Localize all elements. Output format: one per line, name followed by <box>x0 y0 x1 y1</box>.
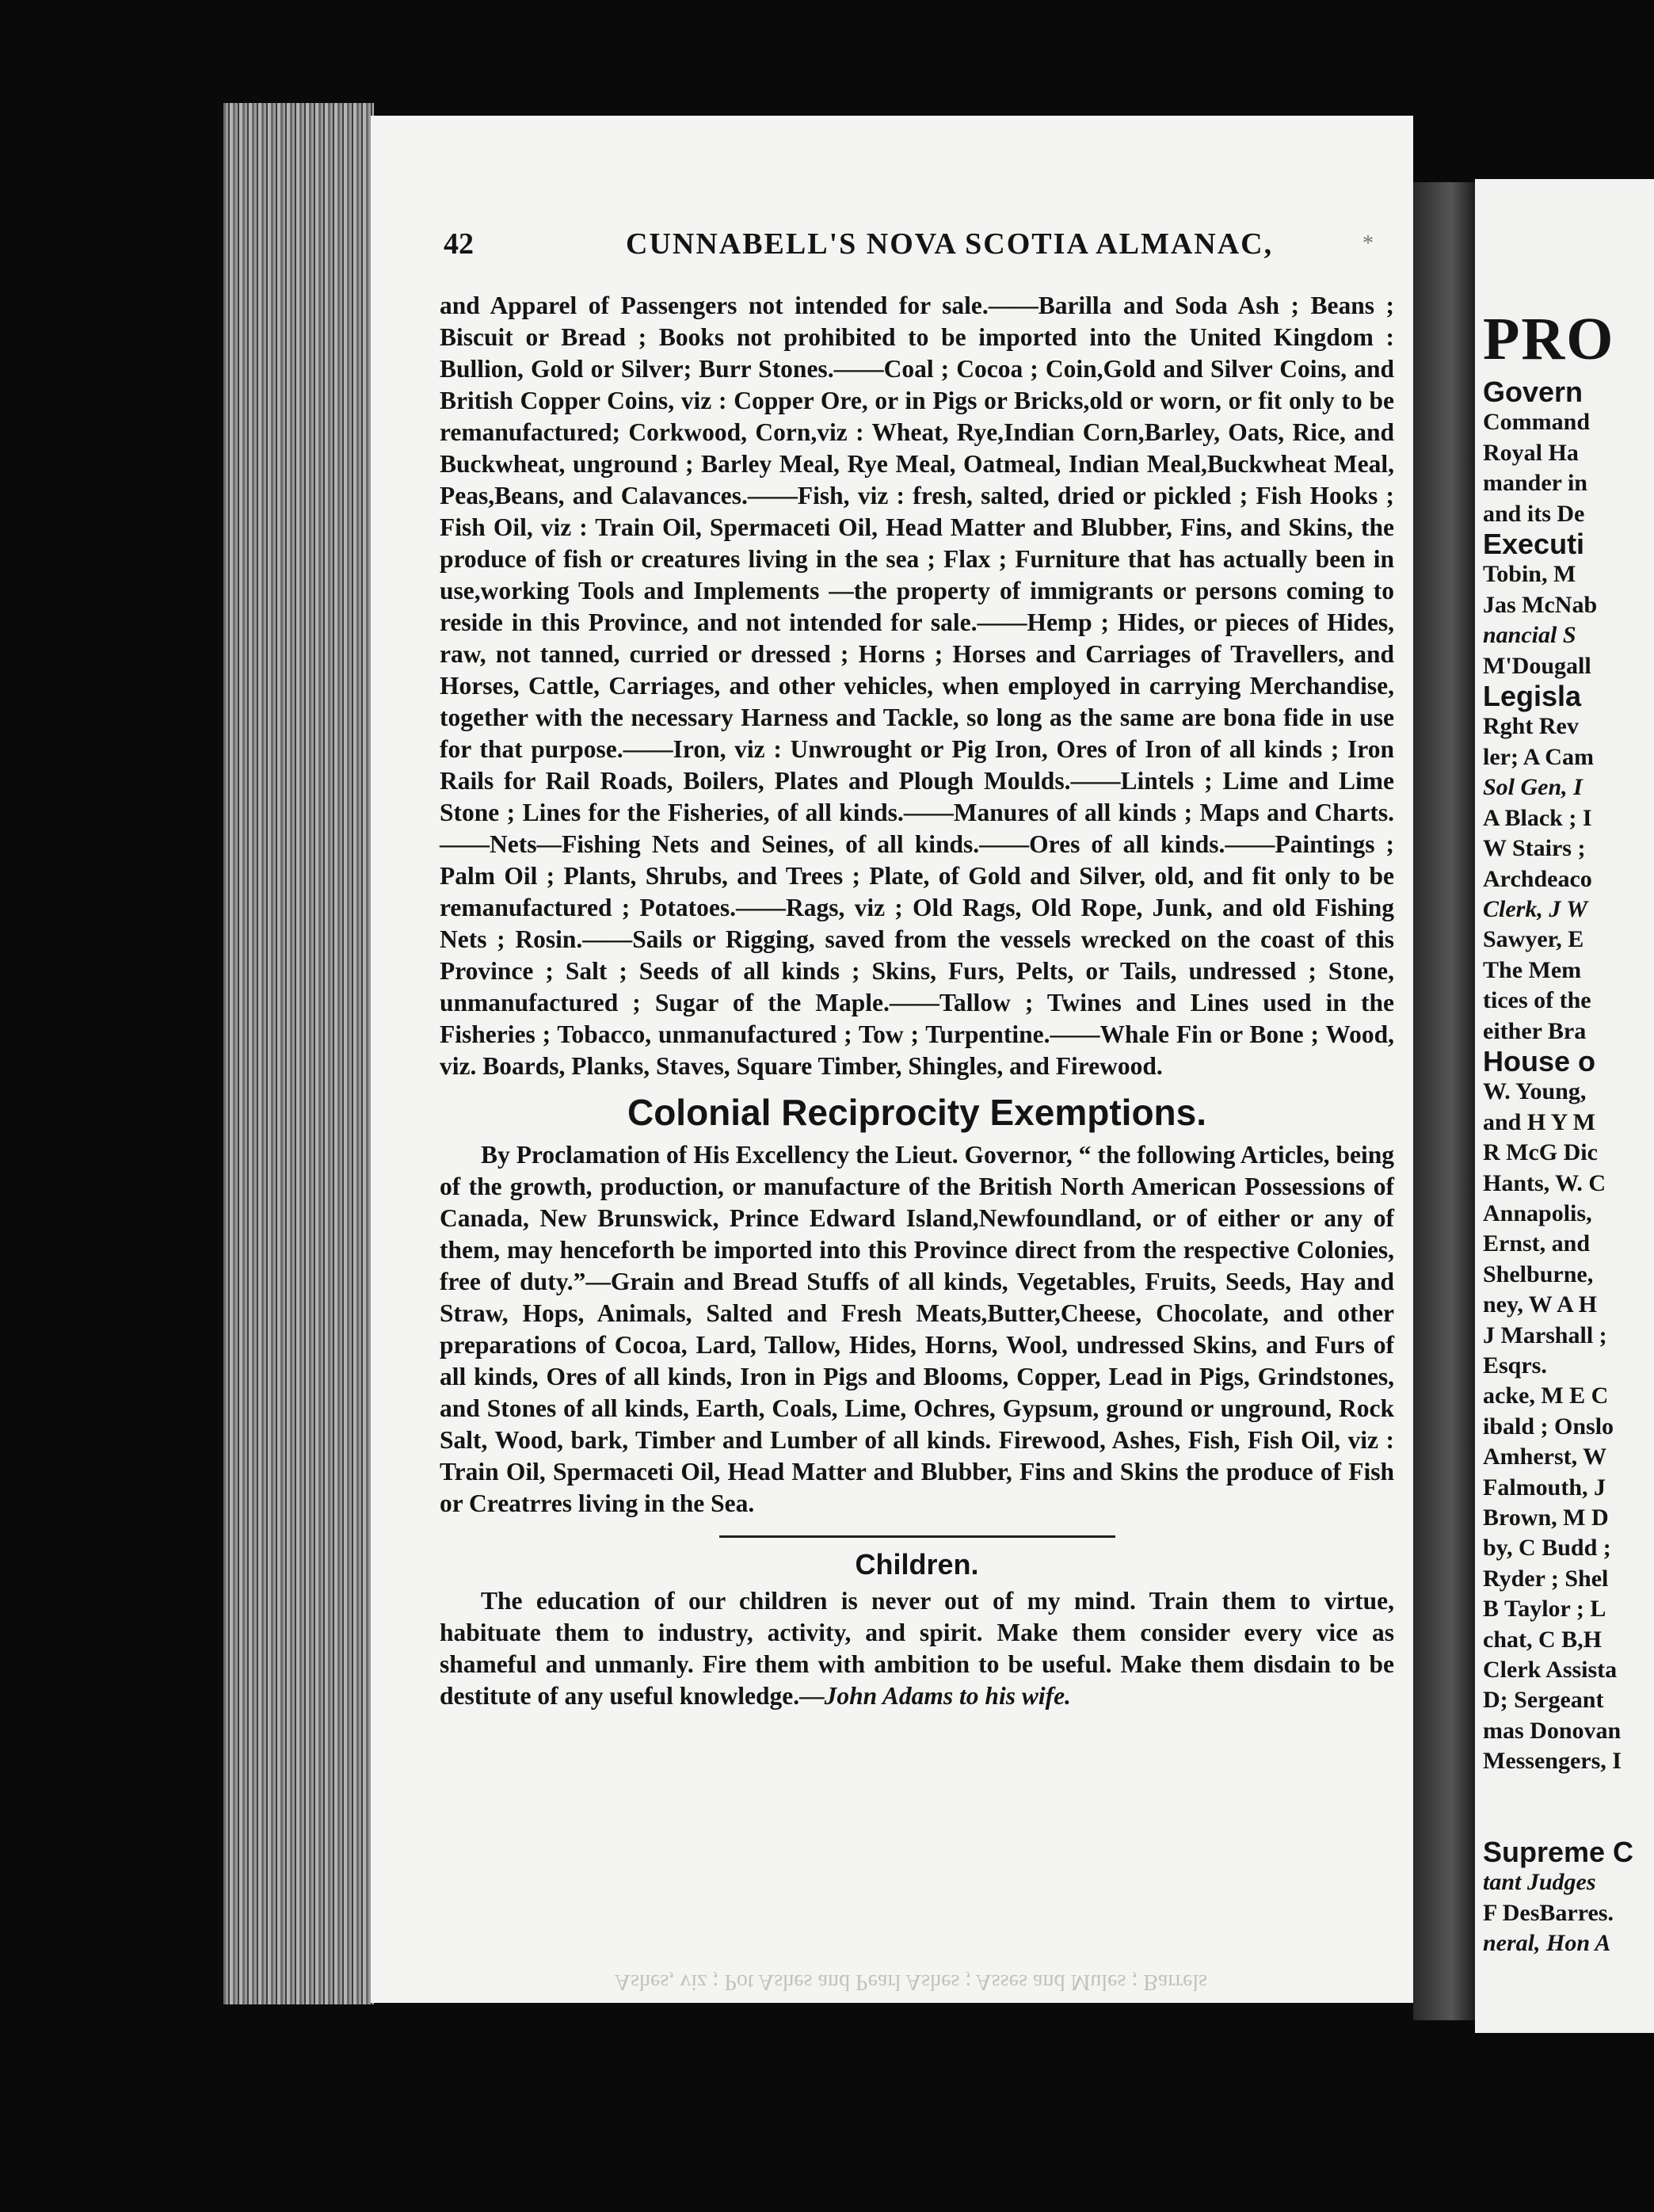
right-line: W Stairs ; <box>1483 835 1586 862</box>
right-line: Sawyer, E <box>1483 926 1584 953</box>
right-line: Tobin, M <box>1483 561 1576 588</box>
book-gutter <box>1413 182 1477 2020</box>
right-line: by, C Budd ; <box>1483 1535 1611 1562</box>
right-line: ler; A Cam <box>1483 743 1594 770</box>
right-line: Shelburne, <box>1483 1260 1594 1287</box>
right-line: D; Sergeant <box>1483 1687 1604 1714</box>
right-page-title: PRO <box>1483 306 1615 372</box>
bleed-through-text: Ashes, viz ; Pot Ashes and Pearl Ashes ; Asses and Mules ; Barrels <box>614 1970 1208 1994</box>
right-line: Ryder ; Shel <box>1483 1565 1609 1592</box>
children-quote-attribution: John Adams to his wife. <box>824 1682 1071 1710</box>
right-line: M'Dougall <box>1483 652 1591 679</box>
right-line: either Bra <box>1483 1017 1587 1044</box>
right-line: and its De <box>1483 500 1585 527</box>
right-line: House o <box>1483 1044 1596 1077</box>
page-header <box>444 227 1394 274</box>
right-line: Legisla <box>1483 680 1582 713</box>
right-line: Royal Ha <box>1483 439 1579 466</box>
right-line: tant Judges <box>1483 1869 1596 1896</box>
children-heading: Children. <box>855 1548 979 1581</box>
colonial-reciprocity-paragraph: By Proclamation of His Excellency the Lieut. Governor, “ the following Articles, being of the growth, production, or manufacture of the British North American Possessions of Canada, New Brunswick, Prince Edward Island,Newfoundland, or of either or any of them, may henceforth be imported into this Province direct from the respective Colonies, free of duty.”—Grain and Bread Stuffs of all kinds, Vegetables, Fruits, Seeds, Hay and Straw, Hops, Animals, Salted and Fresh Meats,Butter,Cheese, Chocolate, and other preparations of Cocoa, Lard, Tallow, Hides, Horns, Wool, undressed Skins, and Furs of all kinds, Ores of all kinds, Iron in Pigs and Blooms, Copper, Lead in Pigs, Grindstones, and Stones of all kinds, Earth, Coals, Lime, Ochres, Gypsum, ground or unground, Rock Salt, Wood, bark, Timber and Lumber of all kinds. Firewood, Ashes, Fish, Fish Oil, viz : Train Oil, Spermaceti Oil, Head Matter and Blubber, Fins and Skins the produce of Fish or Creatrres living in the Sea. <box>440 1141 1394 1517</box>
right-page-fragment <box>1483 301 1654 1958</box>
right-line: J Marshall ; <box>1483 1321 1607 1348</box>
right-line: Annapolis, <box>1483 1199 1592 1226</box>
right-line: W. Young, <box>1483 1078 1587 1105</box>
right-line: R McG Dic <box>1483 1139 1598 1166</box>
right-line: neral, Hon A <box>1483 1929 1611 1956</box>
book-page-edges <box>223 103 374 2004</box>
exemptions-list-paragraph: and Apparel of Passengers not intended for sale.——Barilla and Soda Ash ; Beans ; Biscuit or Bread ; Books not prohibited to be imported into the United Kingdom : Bullion, Gold or Silver; Burr Stones.——Coal ; Cocoa ; Coin,Gold and Silver Coins, and British Copper Coins, viz : Copper Ore, or in Pigs or Bricks,old or worn, or fit only to be remanufactured; Corkwood, Corn,viz : Wheat, Rye,Indian Corn,Barley, Oats, Rice, and Buckwheat, unground ; Barley Meal, Rye Meal, Oatmeal, Indian Meal,Buckwheat Meal, Peas,Beans, and Calavances.——Fish, viz : fresh, salted, dried or pickled ; Fish Hooks ; Fish Oil, viz : Train Oil, Spermaceti Oil, Head Matter and Blubber, Fins, and Skins, the produce of fish or creatures living in the sea ; Flax ; Furniture that has actually been in use,working Tools and Implements —the property of immigrants or persons coming to reside in this Province, and not intended for sale.——Hemp ; Hides, or pieces of Hides, raw, not tanned, curried or dressed ; Horns ; Horses and Carriages of Travellers, and Horses, Cattle, Carriages, and other vehicles, when employed in carrying Merchandise, together with the necessary Harness and Tackle, so long as the same are bona fide in use for that purpose.——Iron, viz : Unwrought or Pig Iron, Ores of Iron of all kinds ; Iron Rails for Rail Roads, Boilers, Plates and Plough Moulds.——Lintels ; Lime and Lime Stone ; Lines for the Fisheries, of all kinds.——Manures of all kinds ; Maps and Charts.——Nets—Fishing Nets and Seines, of all kinds.——Ores of all kinds.——Paintings ; Palm Oil ; Plants, Shrubs, and Trees ; Plate, of Gold and Silver, old, and fit only to be remanufactured ; Potatoes.——Rags, viz ; Old Rags, Old Rope, Junk, and old Fishing Nets ; Rosin.——Sails or Rigging, saved from the vessels wrecked on the coast of this Province ; Salt ; Seeds of all kinds ; Skins, Furs, Pelts, or Tails, undressed ; Stone, unmanufactured ; Sugar of the Maple.——Tallow ; Twines and Lines used in the Fisheries ; Tobacco, unmanufactured ; Tow ; Turpentine.——Whale Fin or Bone ; Wood, viz. Boards, Planks, Staves, Square Timber, Shingles, and Firewood. <box>440 292 1394 1080</box>
right-line: A Black ; I <box>1483 804 1592 831</box>
right-line: Archdeaco <box>1483 865 1592 892</box>
right-line: Supreme C <box>1483 1835 1634 1868</box>
header-mark: * <box>1362 231 1374 256</box>
right-line: Govern <box>1483 376 1583 408</box>
right-line: Brown, M D <box>1483 1505 1609 1531</box>
right-line: mander in <box>1483 470 1587 497</box>
right-line: acke, M E C <box>1483 1382 1609 1409</box>
right-line: F DesBarres. <box>1483 1899 1614 1926</box>
right-spacer <box>1483 1777 1654 1837</box>
running-title: CUNNABELL'S NOVA SCOTIA ALMANAC, <box>626 227 1274 261</box>
right-line: ibald ; Onslo <box>1483 1413 1614 1440</box>
right-line: Clerk Assista <box>1483 1657 1618 1684</box>
right-line: Rght Rev <box>1483 713 1579 740</box>
right-line: Sol Gen, I <box>1483 774 1583 801</box>
right-line: and H Y M <box>1483 1108 1595 1135</box>
right-line: The Mem <box>1483 956 1582 983</box>
colonial-reciprocity-heading: Colonial Reciprocity Exemptions. <box>627 1092 1207 1133</box>
right-line: Esqrs. <box>1483 1352 1547 1379</box>
right-line: Executi <box>1483 528 1585 561</box>
children-paragraph <box>440 1585 1394 1712</box>
left-page-text <box>440 290 1394 1712</box>
right-line: Clerk, J W <box>1483 895 1587 922</box>
right-line: mas Donovan <box>1483 1717 1622 1744</box>
right-line: ney, W A H <box>1483 1291 1597 1318</box>
right-line: B Taylor ; L <box>1483 1596 1606 1623</box>
right-line: Command <box>1483 409 1591 436</box>
section-divider <box>719 1535 1115 1538</box>
right-line: tices of the <box>1483 987 1591 1014</box>
right-line: Ernst, and <box>1483 1230 1591 1257</box>
page-number: 42 <box>444 227 474 261</box>
right-line: Amherst, W <box>1483 1444 1607 1470</box>
right-line: nancial S <box>1483 622 1576 649</box>
right-line: Messengers, I <box>1483 1748 1622 1775</box>
right-line: chat, C B,H <box>1483 1626 1602 1653</box>
right-line: Hants, W. C <box>1483 1169 1606 1196</box>
right-line: Falmouth, J <box>1483 1474 1606 1501</box>
right-line: Jas McNab <box>1483 591 1598 618</box>
children-quote-text: The education of our children is never out of my mind. Train them to virtue, habituate them to industry, activity, and spirit. Make them consider every vice as shameful and unmanly. Fire them with ambition to be useful. Make them disdain to be destitute of any useful knowledge.— <box>440 1587 1394 1710</box>
